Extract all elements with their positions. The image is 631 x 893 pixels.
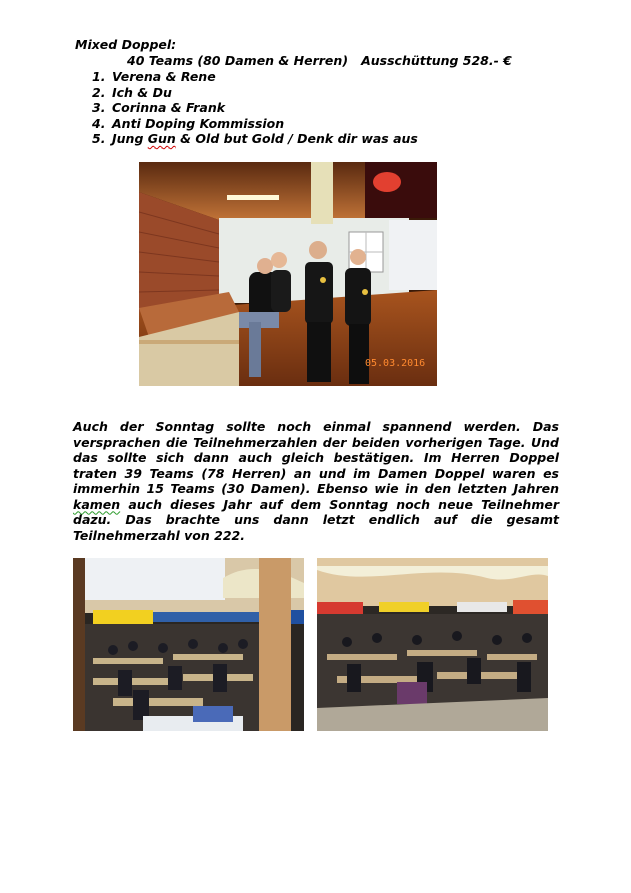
summary-line: 40 Teams (80 Damen & Herren) Ausschüttung 528.- € (127, 53, 512, 68)
list-item (92, 131, 418, 147)
team-name-part: Jung (112, 131, 148, 146)
report-text: auch dieses Jahr auf dem Sonntag noch neue Teilnehmer dazu. Das brachte uns dann letzt endlich auf die gesamt Teilnehmerzahl von 222. (73, 496, 559, 543)
team-name: Corinna & Frank (112, 100, 226, 115)
report-paragraph (73, 419, 559, 543)
rank-number: 4. (92, 115, 106, 131)
list-item (92, 100, 418, 116)
rank-number: 2. (92, 84, 106, 100)
report-text: Auch der Sonntag sollte noch einmal spannend werden. Das versprachen die Teilnehmerzahlen der beiden vorherigen Tage. Und das sollte sich dann auch gleich bestätigen. Im Herren Doppel traten 39 Teams (78 Herren) an und im Damen Doppel waren es immerhin 15 Teams (30 Damen). Ebenso wie in den letzten Jahren (73, 419, 559, 496)
flagged-word: kamen (73, 496, 121, 512)
ranking-list (92, 69, 418, 147)
list-item (92, 116, 418, 132)
winners-photo (139, 162, 437, 386)
team-name: Verena & Rene (112, 69, 216, 84)
hall-photo-left (73, 558, 304, 731)
rank-number: 3. (92, 100, 106, 115)
rank-number: 1. (92, 69, 106, 84)
team-name-part: & Old but Gold / Denk dir was aus (175, 131, 418, 146)
misspelled-word: Gun (147, 131, 176, 146)
list-item (92, 69, 418, 85)
team-name: Anti Doping Kommission (112, 115, 285, 131)
section-heading: Mixed Doppel: (75, 37, 177, 52)
hall-photo-right (317, 558, 548, 731)
list-item (92, 85, 418, 101)
rank-number: 5. (92, 131, 106, 146)
team-name: Ich & Du (112, 84, 172, 100)
date-stamp: 05.03.2016 (365, 358, 426, 369)
